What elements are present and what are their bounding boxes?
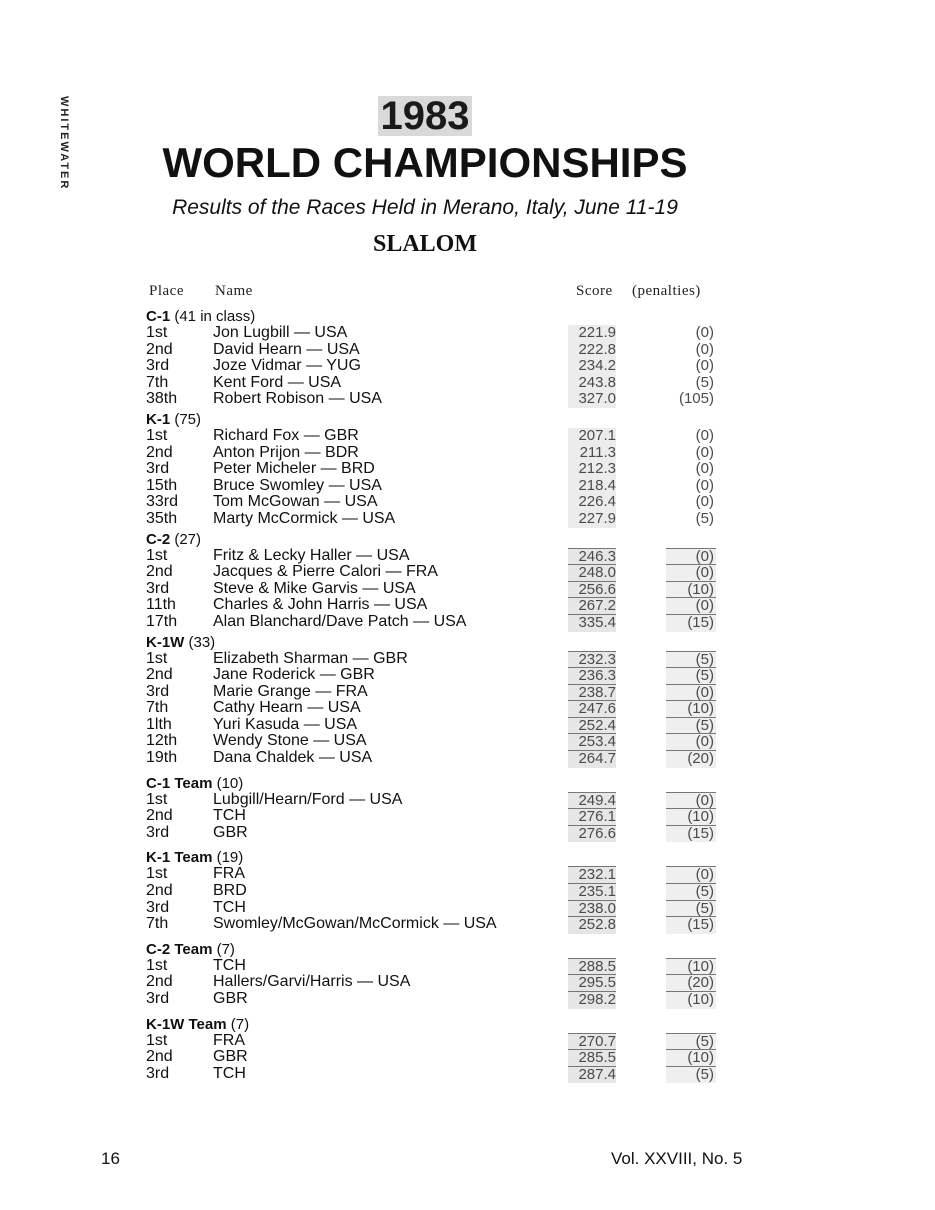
score: 252.8 — [568, 916, 616, 934]
penalties: (0) — [666, 792, 716, 810]
place: 2nd — [146, 807, 173, 825]
page-number: 16 — [101, 1149, 120, 1168]
penalties: (0) — [695, 426, 714, 444]
competitor-name: Marty McCormick — USA — [213, 509, 396, 527]
penalties: (10) — [666, 581, 716, 599]
competitor-name: Fritz & Lecky Haller — USA — [213, 546, 410, 564]
competitor-name: FRA — [213, 1031, 245, 1049]
penalties: (5) — [666, 900, 716, 918]
penalties: (0) — [666, 733, 716, 751]
score: 295.5 — [568, 974, 616, 992]
result-row — [146, 733, 726, 750]
penalties: (0) — [666, 564, 716, 582]
competitor-name: BRD — [213, 882, 247, 900]
competitor-name: Cathy Hearn — USA — [213, 699, 361, 717]
result-row — [146, 958, 726, 975]
place: 19th — [146, 749, 178, 767]
penalties: (5) — [666, 651, 716, 669]
class-name: C-1 — [146, 308, 171, 325]
result-row — [146, 808, 726, 825]
competitor-name: Peter Micheler — BRD — [213, 460, 375, 478]
competitor-name: Steve & Mike Garvis — USA — [213, 579, 416, 597]
result-row — [146, 1033, 726, 1050]
penalties: (5) — [666, 1033, 716, 1051]
competitor-name: Bruce Swomley — USA — [213, 476, 382, 494]
penalties: (5) — [695, 373, 714, 391]
competitor-name: Joze Vidmar — YUG — [213, 357, 361, 375]
penalties: (10) — [666, 991, 716, 1009]
result-row — [146, 651, 726, 668]
result-row — [146, 614, 726, 631]
score: 234.2 — [568, 358, 616, 375]
result-row — [146, 478, 726, 495]
score: 232.3 — [568, 651, 616, 669]
score: 222.8 — [568, 342, 616, 359]
penalties: (10) — [666, 958, 716, 976]
competitor-name: Kent Ford — USA — [213, 373, 342, 391]
results-table — [146, 309, 726, 1082]
competitor-name: Jacques & Pierre Calori — FRA — [213, 563, 438, 581]
result-row — [146, 375, 726, 392]
result-row — [146, 974, 726, 991]
competitor-name: Yuri Kasuda — USA — [213, 715, 358, 733]
class-name: K-1 — [146, 410, 171, 428]
result-row — [146, 717, 726, 734]
competitor-name: Jon Lugbill — USA — [213, 324, 348, 341]
group-heading — [146, 776, 726, 792]
penalties: (105) — [678, 390, 714, 408]
result-group — [146, 942, 726, 1008]
class-name: C-1 Team — [146, 774, 213, 792]
group-heading — [146, 942, 726, 958]
page-title: WORLD CHAMPIONSHIPS — [162, 139, 688, 186]
place: 1st — [146, 790, 168, 808]
place: 3rd — [146, 990, 170, 1007]
class-entries-count: (10) — [216, 774, 244, 792]
place: 7th — [146, 915, 169, 933]
score: 246.3 — [568, 548, 616, 566]
competitor-name: Lubgill/Hearn/Ford — USA — [213, 790, 403, 808]
result-row — [146, 342, 726, 359]
score: 232.1 — [568, 866, 616, 884]
result-row — [146, 1049, 726, 1066]
result-row — [146, 564, 726, 581]
score: 276.1 — [568, 808, 616, 826]
place: 3rd — [146, 682, 170, 700]
penalties: (5) — [666, 883, 716, 901]
group-heading — [146, 309, 726, 325]
result-row — [146, 494, 726, 511]
place: 17th — [146, 612, 178, 630]
class-name: K-1 Team — [146, 849, 213, 867]
column-header-place: Place — [149, 283, 184, 299]
place: 2nd — [146, 443, 173, 461]
competitor-name: GBR — [213, 823, 248, 841]
score: 207.1 — [568, 428, 616, 445]
result-row — [146, 548, 726, 565]
place: 2nd — [146, 882, 173, 900]
score: 256.6 — [568, 581, 616, 599]
score: 285.5 — [568, 1049, 616, 1067]
column-header-name: Name — [215, 283, 253, 299]
result-row — [146, 445, 726, 462]
penalties: (5) — [666, 667, 716, 685]
score: 252.4 — [568, 717, 616, 735]
place: 3rd — [146, 823, 170, 841]
score: 238.7 — [568, 684, 616, 702]
place: 7th — [146, 699, 169, 717]
penalties: (10) — [666, 1049, 716, 1067]
result-row — [146, 1066, 726, 1083]
place: 35th — [146, 509, 178, 527]
place: 7th — [146, 373, 169, 391]
penalties: (0) — [695, 476, 714, 494]
score: 248.0 — [568, 564, 616, 582]
result-row — [146, 991, 726, 1008]
competitor-name: GBR — [213, 990, 248, 1007]
place: 2nd — [146, 973, 173, 991]
class-entries-count: (19) — [216, 849, 244, 867]
penalties: (0) — [666, 866, 716, 884]
result-row — [146, 581, 726, 598]
place: 1lth — [146, 715, 172, 733]
penalties: (0) — [666, 684, 716, 702]
place: 3rd — [146, 1064, 170, 1082]
year-heading-wrap — [0, 96, 850, 136]
penalties: (0) — [695, 357, 714, 375]
result-row — [146, 358, 726, 375]
competitor-name: Charles & John Harris — USA — [213, 596, 428, 614]
place: 2nd — [146, 1048, 173, 1066]
class-entries-count: (41 in class) — [174, 308, 256, 325]
place: 11th — [146, 596, 176, 614]
result-row — [146, 667, 726, 684]
competitor-name: Marie Grange — FRA — [213, 682, 368, 700]
page-subtitle: Results of the Races Held in Merano, Italy, June 11-19 — [172, 196, 678, 219]
class-entries-count: (33) — [188, 633, 216, 651]
competitor-name: David Hearn — USA — [213, 340, 360, 358]
place: 1st — [146, 426, 168, 444]
penalties: (20) — [666, 974, 716, 992]
score: 270.7 — [568, 1033, 616, 1051]
class-name: K-1W Team — [146, 1015, 227, 1033]
score: 236.3 — [568, 667, 616, 685]
place: 15th — [146, 476, 178, 494]
competitor-name: TCH — [213, 1064, 246, 1082]
competitor-name: Richard Fox — GBR — [213, 426, 359, 444]
result-group — [146, 412, 726, 528]
penalties: (10) — [666, 808, 716, 826]
competitor-name: Tom McGowan — USA — [213, 493, 378, 511]
score: 218.4 — [568, 478, 616, 495]
place: 38th — [146, 390, 178, 408]
group-heading — [146, 850, 726, 866]
score: 253.4 — [568, 733, 616, 751]
penalties: (5) — [666, 717, 716, 735]
place: 3rd — [146, 898, 170, 916]
place: 1st — [146, 324, 168, 341]
penalties: (15) — [666, 614, 716, 632]
penalties: (15) — [666, 825, 716, 843]
competitor-name: Wendy Stone — USA — [213, 732, 367, 750]
score: 211.3 — [568, 445, 616, 462]
place: 2nd — [146, 563, 173, 581]
competitor-name: TCH — [213, 956, 246, 974]
competitor-name: Alan Blanchard/Dave Patch — USA — [213, 612, 467, 630]
result-group — [146, 532, 726, 631]
group-heading — [146, 1017, 726, 1033]
competitor-name: Swomley/McGowan/McCormick — USA — [213, 915, 497, 933]
result-group — [146, 635, 726, 767]
competitor-name: Elizabeth Sharman — GBR — [213, 649, 408, 667]
result-row — [146, 391, 726, 408]
score: 243.8 — [568, 375, 616, 392]
place: 2nd — [146, 340, 173, 358]
magazine-side-label: WHITEWATER — [58, 96, 70, 191]
place: 1st — [146, 1031, 168, 1049]
score: 235.1 — [568, 883, 616, 901]
result-row — [146, 900, 726, 917]
place: 1st — [146, 865, 168, 883]
score: 288.5 — [568, 958, 616, 976]
penalties: (5) — [695, 509, 714, 527]
penalties: (5) — [666, 1066, 716, 1084]
result-row — [146, 825, 726, 842]
result-group — [146, 850, 726, 932]
score: 298.2 — [568, 991, 616, 1009]
class-name: C-2 Team — [146, 940, 213, 958]
penalties: (0) — [695, 324, 714, 341]
penalties: (0) — [666, 597, 716, 615]
place: 3rd — [146, 357, 170, 375]
competitor-name: Dana Chaldek — USA — [213, 749, 373, 767]
event-heading: SLALOM — [372, 231, 477, 257]
score: 227.9 — [568, 511, 616, 528]
result-row — [146, 792, 726, 809]
score: 221.9 — [568, 325, 616, 342]
place: 3rd — [146, 460, 170, 478]
column-header-penalties: (penalties) — [632, 283, 701, 299]
result-row — [146, 461, 726, 478]
result-row — [146, 916, 726, 933]
result-row — [146, 325, 726, 342]
score: 226.4 — [568, 494, 616, 511]
competitor-name: FRA — [213, 865, 245, 883]
class-entries-count: (7) — [230, 1015, 250, 1033]
competitor-name: TCH — [213, 898, 246, 916]
class-name: C-2 — [146, 530, 171, 548]
score: 247.6 — [568, 700, 616, 718]
score: 276.6 — [568, 825, 616, 843]
score: 267.2 — [568, 597, 616, 615]
volume-info: Vol. XXVIII, No. 5 — [611, 1149, 743, 1168]
score: 238.0 — [568, 900, 616, 918]
score: 212.3 — [568, 461, 616, 478]
penalties: (15) — [666, 916, 716, 934]
class-name: K-1W — [146, 633, 185, 651]
penalties: (20) — [666, 750, 716, 768]
group-heading — [146, 532, 726, 548]
penalties: (0) — [695, 493, 714, 511]
penalties: (0) — [695, 460, 714, 478]
score: 327.0 — [568, 391, 616, 408]
group-heading — [146, 635, 726, 651]
year-heading: 1983 — [378, 96, 473, 136]
penalties: (0) — [666, 548, 716, 566]
class-entries-count: (27) — [174, 530, 202, 548]
result-row — [146, 866, 726, 883]
place: 2nd — [146, 666, 173, 684]
result-group — [146, 1017, 726, 1083]
class-entries-count: (75) — [174, 410, 202, 428]
result-row — [146, 597, 726, 614]
place: 1st — [146, 956, 168, 974]
place: 1st — [146, 546, 168, 564]
competitor-name: TCH — [213, 807, 246, 825]
result-row — [146, 428, 726, 445]
column-header-score: Score — [576, 283, 613, 299]
place: 12th — [146, 732, 178, 750]
penalties: (10) — [666, 700, 716, 718]
competitor-name: Anton Prijon — BDR — [213, 443, 359, 461]
result-group — [146, 776, 726, 842]
score: 335.4 — [568, 614, 616, 632]
result-row — [146, 511, 726, 528]
competitor-name: Jane Roderick — GBR — [213, 666, 375, 684]
place: 3rd — [146, 579, 170, 597]
group-heading — [146, 412, 726, 428]
result-group — [146, 309, 726, 408]
score: 287.4 — [568, 1066, 616, 1084]
result-row — [146, 883, 726, 900]
place: 33rd — [146, 493, 179, 511]
result-row — [146, 700, 726, 717]
penalties: (0) — [695, 443, 714, 461]
competitor-name: Robert Robison — USA — [213, 390, 382, 408]
competitor-name: Hallers/Garvi/Harris — USA — [213, 973, 411, 991]
result-row — [146, 684, 726, 701]
class-entries-count: (7) — [216, 940, 235, 958]
score: 249.4 — [568, 792, 616, 810]
place: 1st — [146, 649, 168, 667]
score: 264.7 — [568, 750, 616, 768]
penalties: (0) — [695, 340, 714, 358]
competitor-name: GBR — [213, 1048, 248, 1066]
result-row — [146, 750, 726, 767]
